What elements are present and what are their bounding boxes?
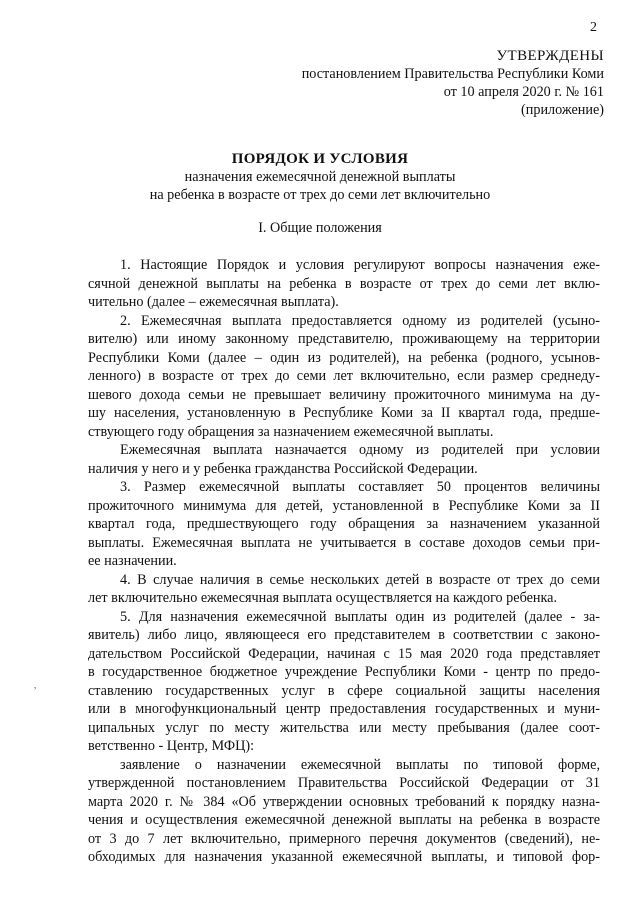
paragraph <box>88 312 600 442</box>
paragraph <box>88 608 600 756</box>
paragraph-line: лет включительно ежемесячная выплата осуществляется на каждого ребенка. <box>88 590 558 606</box>
paragraph-line: шевого дохода семьи не превышает величину прожиточного минимума на ду- <box>88 386 600 403</box>
paragraph-line: или в многофункциональный центр предоставления государственных и муни- <box>88 701 600 717</box>
section-title: I. Общие положения <box>258 220 382 236</box>
paragraph-line: 1. Настоящие Порядок и условия регулируют вопросы назначения еже- <box>120 257 600 273</box>
document-title-block <box>0 150 640 204</box>
approval-stamp-block <box>302 47 604 119</box>
paragraph-line: ствующего году обращения за назначением ежемесячной выплаты. <box>88 423 494 440</box>
paragraph <box>88 441 600 478</box>
paragraph-line: 4. В случае наличия в семье нескольких детей в возрасте от трех до семи <box>120 571 600 588</box>
paragraph-line: Республики Коми (далее – один из родителей), на ребенка (родного, усынов- <box>88 349 600 366</box>
paragraph-line: заявление о назначении ежемесячной выплаты по типовой форме, <box>120 756 600 773</box>
approval-title: УТВЕРЖДЕНЫ <box>496 48 604 64</box>
paragraph-line: чения и осуществления ежемесячной денежной выплаты на ребенка в возрасте <box>88 812 600 828</box>
paragraph-line: явитель) либо лицо, являющееся его представителем в соответствии с законо- <box>88 627 600 643</box>
paragraph-line: дательством Российской Федерации, начиная с 15 мая 2020 года представляет <box>88 645 600 662</box>
paragraph-line: от 3 до 7 лет включительно, примерного перечня документов (сведений), не- <box>88 830 600 847</box>
paragraph-line: 5. Для назначения ежемесячной выплаты один из родителей (далее - за- <box>120 608 600 625</box>
paragraph <box>88 571 600 608</box>
paragraph-line: ее назначении. <box>88 553 177 569</box>
paragraph-line: вителю) или иному законному представителю, проживающему на территории <box>88 331 600 347</box>
paragraph-line: ципальных услуг по месту жительства или месту пребывания (далее соот- <box>88 719 600 736</box>
paragraph <box>88 478 600 571</box>
paragraph <box>88 256 600 312</box>
paragraph-line: квартал года, предшествующего году обращения за назначением указанной <box>88 516 600 532</box>
document-title: ПОРЯДОК И УСЛОВИЯ <box>231 151 409 167</box>
approval-line-1: постановлением Правительства Республики Коми <box>301 66 604 82</box>
approval-line-2: от 10 апреля 2020 г. № 161 <box>443 84 604 100</box>
paragraph-line: ветственно - Центр, МФЦ): <box>88 738 255 754</box>
paragraph-line: шу населения, установленную в Республике Коми за II квартал года, предше- <box>88 405 600 421</box>
paragraph-line: утвержденной постановлением Правительства Российской Федерации от 31 <box>88 775 600 791</box>
paragraph-line: ставлению государственных услуг в сфере социальной защиты населения <box>88 682 600 699</box>
paragraph-line: сячной денежной выплаты на ребенка в возрасте от трех до семи лет вклю- <box>88 275 600 292</box>
paragraph-line: обходимых для назначения указанной ежемесячной выплаты, и типовой фор- <box>88 849 600 865</box>
paragraph-line: наличия у него и у ребенка гражданства Российской Федерации. <box>88 460 478 477</box>
paragraph-line: выплаты. Ежемесячная выплата не учитывается в составе доходов семьи при- <box>88 534 600 551</box>
paragraph-line: чительно (далее – ежемесячная выплата). <box>88 294 339 310</box>
paragraph-line: ленного) в возрасте от трех до семи лет включительно, если размер среднеду- <box>88 368 600 384</box>
document-subtitle-2: на ребенка в возрасте от трех до семи лет включительно <box>149 187 491 203</box>
body-text <box>88 256 600 867</box>
paragraph-line: в государственное бюджетное учреждение Республики Коми - центр по предо- <box>88 664 600 680</box>
paragraph <box>88 756 600 867</box>
document-subtitle-1: назначения ежемесячной денежной выплаты <box>184 169 456 185</box>
approval-line-3: (приложение) <box>521 102 604 118</box>
margin-mark: , <box>34 680 37 690</box>
page-number: 2 <box>590 20 597 35</box>
paragraph-line: 2. Ежемесячная выплата предоставляется одному из родителей (усыно- <box>120 312 600 329</box>
paragraph-line: Ежемесячная выплата назначается одному из родителей при условии <box>120 442 600 458</box>
paragraph-line: марта 2020 г. № 384 «Об утверждении основных требований к порядку назна- <box>88 793 600 810</box>
paragraph-line: 3. Размер ежемесячной выплаты составляет 50 процентов величины <box>120 479 600 495</box>
paragraph-line: прожиточного минимума для детей, установленной в Республике Коми за II <box>88 497 600 514</box>
